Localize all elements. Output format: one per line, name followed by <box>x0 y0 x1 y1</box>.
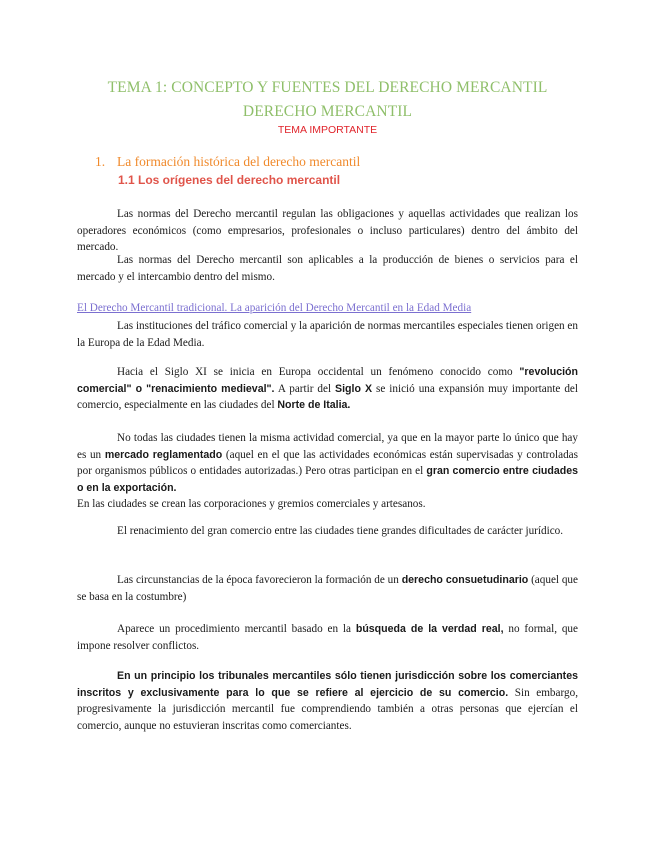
paragraph-1-text: Las normas del Derecho mercantil regulan las obligaciones y aquellas actividades que realizan los operadores económicos (como empresarios, profesionales o incluso particulares) dentro del ámbito del mercado. <box>77 208 578 254</box>
section-heading <box>95 154 360 170</box>
paragraph-4-text-a: Hacia el Siglo XI se inicia en Europa occidental un fenómeno conocido como <box>117 366 520 378</box>
paragraph-5 <box>77 430 578 513</box>
paragraph-4-text-c: A partir del <box>274 382 336 395</box>
paragraph-1 <box>77 206 578 256</box>
paragraph-3-text: Las instituciones del tráfico comercial y la aparición de normas mercantiles especiales tienen origen en la Europa de la Edad Media. <box>77 320 578 349</box>
paragraph-9 <box>77 668 578 734</box>
paragraph-9-bold: En un principio los tribunales mercantiles sólo tienen jurisdicción sobre los comerciantes inscritos y exclusivamente para lo que se refiere al ejercicio de su comercio. <box>77 670 578 699</box>
paragraph-2 <box>77 252 578 285</box>
subsection-heading: 1.1 Los orígenes del derecho mercantil <box>118 173 341 187</box>
paragraph-4-text-d: se inició una expansión muy importante del comercio, especialmente en las ciudades del <box>77 382 579 412</box>
paragraph-7-text-c: (aquel que se basa en la costumbre) <box>77 574 578 603</box>
paragraph-8-bold: búsqueda de la verdad real, <box>355 623 504 635</box>
paragraph-4-bold-2: Siglo X <box>335 382 373 395</box>
document-subtitle: DERECHO MERCANTIL <box>242 103 413 120</box>
paragraph-4 <box>77 364 578 414</box>
paragraph-6-text: El renacimiento del gran comercio entre las ciudades tiene grandes dificultades de carácter jurídico. <box>117 525 564 537</box>
paragraph-5-text-a: No todas las ciudades tienen la misma actividad comercial, ya que en la mayor parte lo único que hay es un <box>77 432 578 461</box>
paragraph-8-text-a: Aparece un procedimiento mercantil basado en la <box>117 623 356 635</box>
paragraph-6 <box>77 523 578 540</box>
paragraph-5-bold-1: mercado reglamentado <box>104 448 223 461</box>
paragraph-4-bold-1: "revolución comercial" o "renacimiento medieval". <box>77 366 578 395</box>
paragraph-5-text-c: (aquel en el que las actividades económicas están supervisadas y controladas por organismos públicos o entidades autorizadas.) Pero otras participan en el <box>77 448 578 478</box>
paragraph-5-text-d: En las ciudades se crean las corporaciones y gremios comerciales y artesanos. <box>77 498 426 511</box>
important-note: TEMA IMPORTANTE <box>277 124 378 136</box>
paragraph-3 <box>77 318 578 351</box>
paragraph-7-text-a: Las circunstancias de la época favorecieron la formación de un <box>117 574 402 586</box>
paragraph-8-text-c: no formal, que impone resolver conflictos. <box>77 623 578 652</box>
paragraph-8 <box>77 621 578 654</box>
paragraph-4-bold-3: Norte de Italia. <box>277 399 351 412</box>
paragraph-5-bold-2: gran comercio entre ciudades o en la exportación. <box>77 465 579 494</box>
document-title: TEMA 1: CONCEPTO Y FUENTES DEL DERECHO MERCANTIL <box>107 79 548 96</box>
section-title: La formación histórica del derecho mercantil <box>117 154 361 169</box>
paragraph-7-bold: derecho consuetudinario <box>401 574 529 586</box>
paragraph-2-text: Las normas del Derecho mercantil son aplicables a la producción de bienes o servicios para el mercado y el intercambio dentro del mismo. <box>77 254 578 283</box>
section-link[interactable]: El Derecho Mercantil tradicional. La aparición del Derecho Mercantil en la Edad Media <box>77 302 472 314</box>
paragraph-9-text-c: Sin embargo, progresivamente la jurisdicción mercantil fue comprendiendo también a otras personas que ejercían el comercio, aunque no estuvieran inscritas como comerciantes. <box>77 686 578 732</box>
paragraph-7 <box>77 572 578 605</box>
section-number: 1. <box>95 154 106 169</box>
